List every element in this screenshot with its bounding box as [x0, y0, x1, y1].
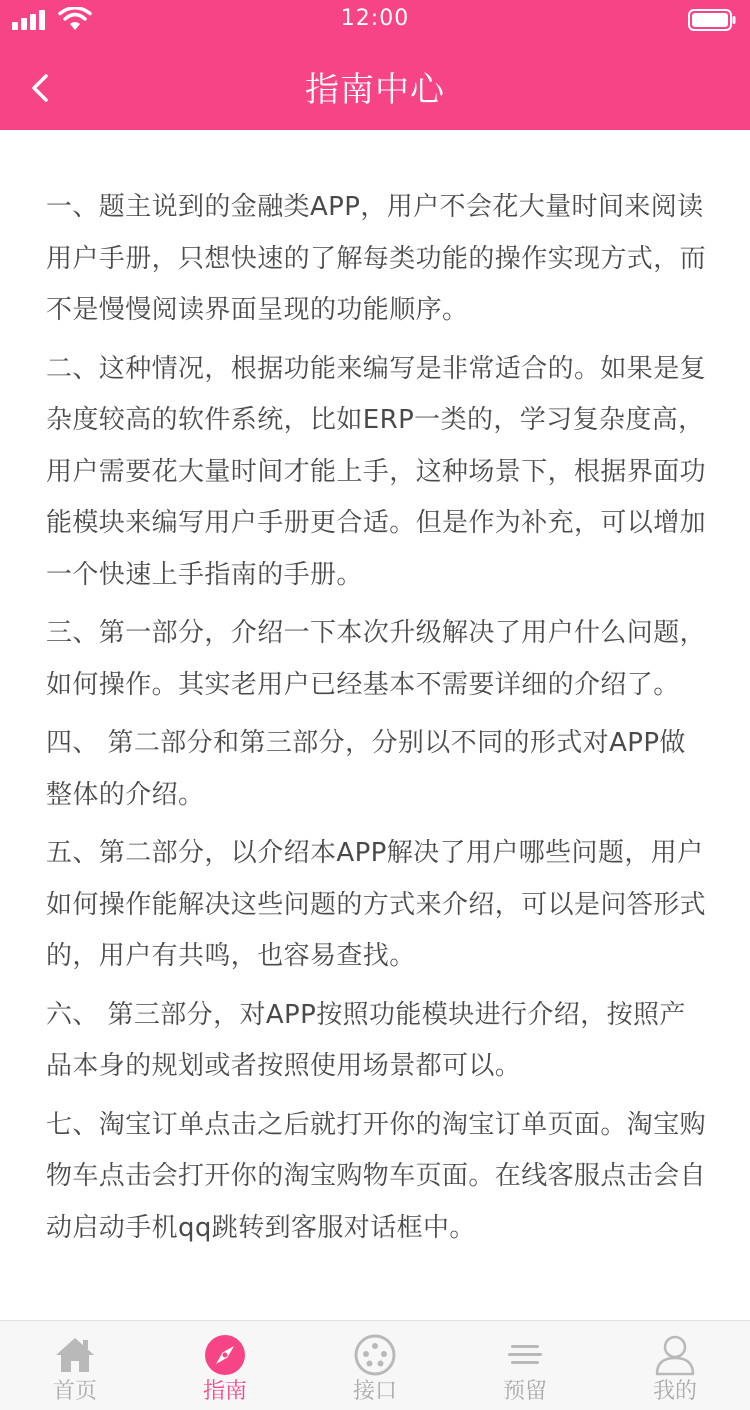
- bottom-tab-bar: [0, 1320, 750, 1410]
- guide-content: [46, 182, 706, 1261]
- battery-icon: [688, 9, 736, 31]
- tab-mine[interactable]: [600, 1321, 750, 1410]
- guide-paragraph: 三、第一部分，介绍一下本次升级解决了用户什么问题，如何操作。其实老用户已经基本不需要详细的介绍了。: [46, 618, 707, 700]
- guide-paragraph: 四、 第二部分和第三部分，分别以不同的形式对APP做整体的介绍。: [46, 728, 686, 810]
- user-icon: [653, 1333, 697, 1377]
- interface-icon: [353, 1333, 397, 1377]
- tab-interface[interactable]: [300, 1321, 450, 1410]
- status-time: 12:00: [340, 6, 410, 31]
- guide-paragraph: 二、这种情况，根据功能来编写是非常适合的。如果是复杂度较高的软件系统，比如ERP一类的，学习复杂度高，用户需要花大量时间才能上手，这种场景下，根据界面功能模块来编写用户手册更合适。但是作为补充，可以增加一个快速上手指南的手册。: [46, 353, 707, 590]
- page-title: 指南中心: [305, 70, 445, 110]
- guide-paragraph: 七、淘宝订单点击之后就打开你的淘宝订单页面。淘宝购物车点击会打开你的淘宝购物车页面。在线客服点击会自动启动手机qq跳转到客服对话框中。: [46, 1109, 707, 1243]
- tab-label: 接口: [352, 1379, 397, 1404]
- compass-icon: [203, 1333, 247, 1377]
- home-icon: [53, 1333, 97, 1377]
- tab-home[interactable]: [0, 1321, 150, 1410]
- tab-label: 指南: [202, 1379, 247, 1404]
- tab-reserved[interactable]: [450, 1321, 600, 1410]
- menu-lines-icon: [503, 1333, 547, 1377]
- guide-paragraph: 五、第二部分，以介绍本APP解决了用户哪些问题，用户如何操作能解决这些问题的方式来介绍，可以是问答形式的，用户有共鸣，也容易查找。: [46, 838, 707, 971]
- status-bar: [0, 0, 750, 40]
- guide-paragraph: 一、题主说到的金融类APP，用户不会花大量时间来阅读用户手册，只想快速的了解每类功能的操作实现方式，而不是慢慢阅读界面呈现的功能顺序。: [46, 192, 707, 325]
- tab-label: 首页: [52, 1379, 97, 1404]
- tab-label: 我的: [652, 1379, 697, 1404]
- guide-paragraph: 六、 第三部分，对APP按照功能模块进行介绍，按照产品本身的规划或者按照使用场景都可以。: [46, 999, 686, 1081]
- app-header: [0, 0, 750, 130]
- tab-guide[interactable]: [150, 1321, 300, 1410]
- tab-label: 预留: [502, 1379, 547, 1404]
